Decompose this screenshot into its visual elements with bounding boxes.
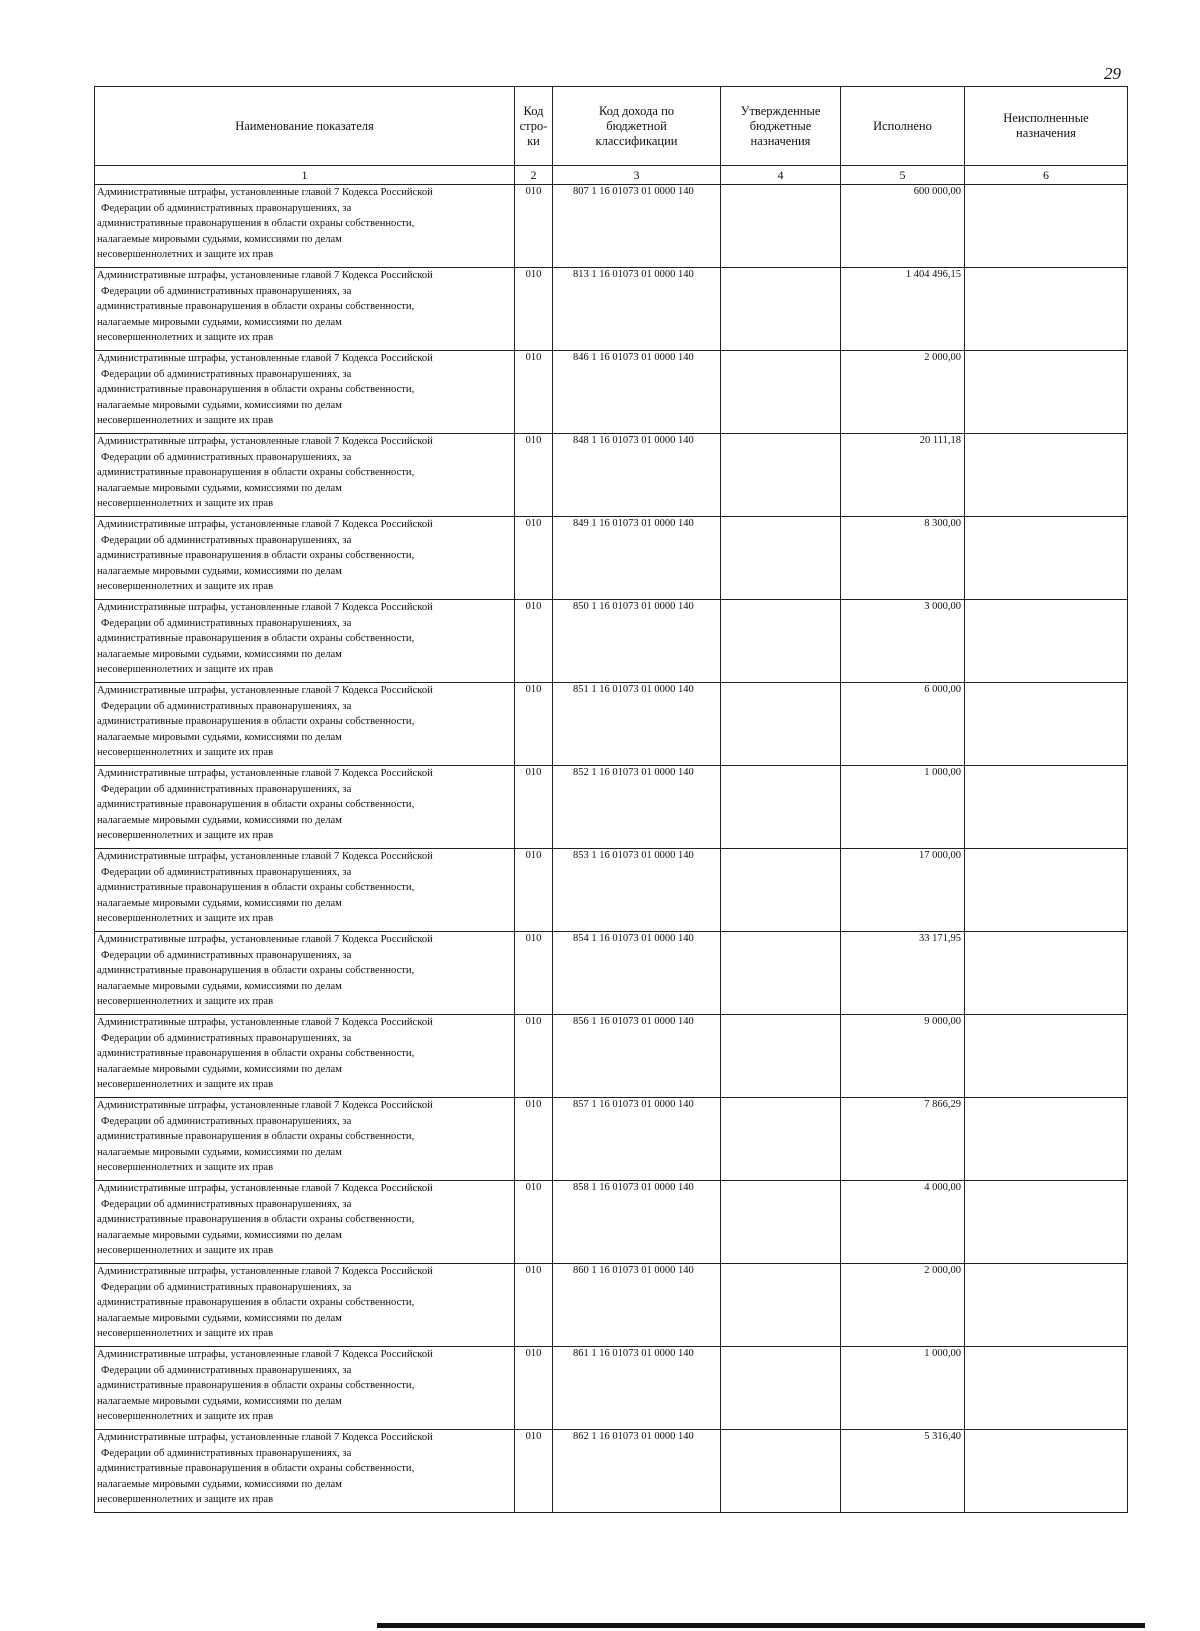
indicator-name-line: Федерации об административных правонарушениях, за — [101, 202, 352, 214]
income-code-cell: 861 1 16 01073 01 0000 140 — [553, 1347, 721, 1430]
indicator-name-line: Федерации об административных правонарушениях, за — [101, 368, 352, 380]
approved-plan-cell — [721, 600, 841, 683]
line-code-cell: 010 — [515, 1347, 553, 1430]
income-code-cell: 857 1 16 01073 01 0000 140 — [553, 1098, 721, 1181]
line-code-cell: 010 — [515, 434, 553, 517]
indicator-name-line: Административные штрафы, установленные главой 7 Кодекса Российской — [97, 519, 433, 530]
executed-amount-cell: 33 171,95 — [841, 932, 965, 1015]
header-line-code-part: ки — [527, 133, 540, 148]
indicator-name-line: налагаемые мировыми судьями, комиссиями по делам — [97, 731, 342, 743]
indicator-name-line: Федерации об административных правонарушениях, за — [101, 1364, 352, 1376]
income-code-cell: 851 1 16 01073 01 0000 140 — [553, 683, 721, 766]
income-code-cell: 846 1 16 01073 01 0000 140 — [553, 351, 721, 434]
approved-plan-cell — [721, 683, 841, 766]
table-row — [95, 766, 1128, 849]
header-unexecuted-part: назначения — [1016, 126, 1076, 140]
column-number: 6 — [965, 166, 1128, 185]
indicator-name-line: налагаемые мировыми судьями, комиссиями по делам — [97, 897, 342, 909]
indicator-name-line: налагаемые мировыми судьями, комиссиями по делам — [97, 1312, 342, 1324]
indicator-name-line: Административные штрафы, установленные главой 7 Кодекса Российской — [97, 685, 433, 696]
indicator-name-line: административные правонарушения в области охраны собственности, — [97, 301, 415, 313]
indicator-name-line: административные правонарушения в области охраны собственности, — [97, 550, 415, 562]
indicator-name-line: административные правонарушения в области охраны собственности, — [97, 1214, 415, 1226]
indicator-name-line: Административные штрафы, установленные главой 7 Кодекса Российской — [97, 270, 433, 281]
indicator-name-cell — [95, 268, 515, 351]
table-row — [95, 268, 1128, 351]
indicator-name-line: административные правонарушения в области охраны собственности, — [97, 882, 415, 894]
indicator-name-line: Административные штрафы, установленные главой 7 Кодекса Российской — [97, 187, 433, 198]
column-number: 2 — [515, 166, 553, 185]
unexecuted-amount-cell — [965, 1181, 1128, 1264]
indicator-name-line: Административные штрафы, установленные главой 7 Кодекса Российской — [97, 1017, 433, 1028]
unexecuted-amount-cell — [965, 268, 1128, 351]
indicator-name-line: Административные штрафы, установленные главой 7 Кодекса Российской — [97, 436, 433, 447]
unexecuted-amount-cell — [965, 1098, 1128, 1181]
header-line-code-part: стро- — [519, 118, 548, 133]
income-code-cell: 853 1 16 01073 01 0000 140 — [553, 849, 721, 932]
page-number: 29 — [1104, 64, 1121, 83]
indicator-name-line: Административные штрафы, установленные главой 7 Кодекса Российской — [97, 934, 433, 945]
indicator-name-line: налагаемые мировыми судьями, комиссиями по делам — [97, 1395, 342, 1407]
unexecuted-amount-cell — [965, 1347, 1128, 1430]
indicator-name-line: несовершеннолетних и защите их прав — [97, 747, 274, 759]
header-indicator-name: Наименование показателя — [95, 87, 515, 166]
indicator-name-line: административные правонарушения в области охраны собственности, — [97, 1048, 415, 1060]
income-code-cell: 856 1 16 01073 01 0000 140 — [553, 1015, 721, 1098]
indicator-name-line: Административные штрафы, установленные главой 7 Кодекса Российской — [97, 768, 433, 779]
line-code-cell: 010 — [515, 351, 553, 434]
indicator-name-line: административные правонарушения в области охраны собственности, — [97, 1131, 415, 1143]
indicator-name-line: административные правонарушения в области охраны собственности, — [97, 965, 415, 977]
line-code-cell: 010 — [515, 1015, 553, 1098]
indicator-name-line: административные правонарушения в области охраны собственности, — [97, 716, 415, 728]
indicator-name-line: несовершеннолетних и защите их прав — [97, 1328, 274, 1340]
header-income-code — [553, 87, 721, 166]
indicator-name-line: Федерации об административных правонарушениях, за — [101, 1032, 352, 1044]
approved-plan-cell — [721, 351, 841, 434]
executed-amount-cell: 9 000,00 — [841, 1015, 965, 1098]
executed-amount-cell: 4 000,00 — [841, 1181, 965, 1264]
approved-plan-cell — [721, 185, 841, 268]
indicator-name-line: налагаемые мировыми судьями, комиссиями по делам — [97, 1063, 342, 1075]
line-code-cell: 010 — [515, 849, 553, 932]
indicator-name-line: Административные штрафы, установленные главой 7 Кодекса Российской — [97, 1349, 433, 1360]
table-row — [95, 517, 1128, 600]
line-code-cell: 010 — [515, 517, 553, 600]
table-row — [95, 434, 1128, 517]
table-row — [95, 1430, 1128, 1513]
indicator-name-cell — [95, 849, 515, 932]
indicator-name-cell — [95, 1430, 515, 1513]
indicator-name-line: налагаемые мировыми судьями, комиссиями по делам — [97, 1478, 342, 1490]
indicator-name-cell — [95, 517, 515, 600]
unexecuted-amount-cell — [965, 683, 1128, 766]
indicator-name-cell — [95, 766, 515, 849]
line-code-cell: 010 — [515, 1430, 553, 1513]
executed-amount-cell: 600 000,00 — [841, 185, 965, 268]
indicator-name-line: налагаемые мировыми судьями, комиссиями по делам — [97, 1146, 342, 1158]
approved-plan-cell — [721, 849, 841, 932]
indicator-name-line: несовершеннолетних и защите их прав — [97, 996, 274, 1008]
header-approved-plan-part: Утвержденные — [740, 103, 821, 118]
unexecuted-amount-cell — [965, 1015, 1128, 1098]
indicator-name-line: налагаемые мировыми судьями, комиссиями по делам — [97, 565, 342, 577]
indicator-name-cell — [95, 1015, 515, 1098]
table-row — [95, 1098, 1128, 1181]
indicator-name-cell — [95, 1181, 515, 1264]
indicator-name-line: налагаемые мировыми судьями, комиссиями по делам — [97, 814, 342, 826]
income-code-cell: 849 1 16 01073 01 0000 140 — [553, 517, 721, 600]
indicator-name-line: административные правонарушения в области охраны собственности, — [97, 1380, 415, 1392]
line-code-cell: 010 — [515, 766, 553, 849]
income-code-cell: 858 1 16 01073 01 0000 140 — [553, 1181, 721, 1264]
approved-plan-cell — [721, 434, 841, 517]
executed-amount-cell: 2 000,00 — [841, 351, 965, 434]
indicator-name-line: налагаемые мировыми судьями, комиссиями по делам — [97, 399, 342, 411]
indicator-name-line: Федерации об административных правонарушениях, за — [101, 1447, 352, 1459]
executed-amount-cell: 3 000,00 — [841, 600, 965, 683]
indicator-name-line: налагаемые мировыми судьями, комиссиями по делам — [97, 482, 342, 494]
approved-plan-cell — [721, 932, 841, 1015]
indicator-name-line: Федерации об административных правонарушениях, за — [101, 866, 352, 878]
approved-plan-cell — [721, 766, 841, 849]
indicator-name-line: Административные штрафы, установленные главой 7 Кодекса Российской — [97, 353, 433, 364]
indicator-name-line: несовершеннолетних и защите их прав — [97, 498, 274, 510]
table-row — [95, 1015, 1128, 1098]
unexecuted-amount-cell — [965, 1264, 1128, 1347]
unexecuted-amount-cell — [965, 351, 1128, 434]
approved-plan-cell — [721, 517, 841, 600]
unexecuted-amount-cell — [965, 766, 1128, 849]
header-income-code-part: Код дохода по — [598, 103, 675, 118]
table-row — [95, 351, 1128, 434]
header-line-code — [515, 87, 553, 166]
indicator-name-line: несовершеннолетних и защите их прав — [97, 1494, 274, 1506]
income-code-cell: 854 1 16 01073 01 0000 140 — [553, 932, 721, 1015]
unexecuted-amount-cell — [965, 185, 1128, 268]
indicator-name-line: Административные штрафы, установленные главой 7 Кодекса Российской — [97, 1266, 433, 1277]
indicator-name-line: налагаемые мировыми судьями, комиссиями по делам — [97, 1229, 342, 1241]
executed-amount-cell: 8 300,00 — [841, 517, 965, 600]
income-code-cell: 862 1 16 01073 01 0000 140 — [553, 1430, 721, 1513]
column-number: 3 — [553, 166, 721, 185]
indicator-name-line: административные правонарушения в области охраны собственности, — [97, 1297, 415, 1309]
header-executed: Исполнено — [841, 87, 965, 166]
indicator-name-line: несовершеннолетних и защите их прав — [97, 415, 274, 427]
header-unexecuted-part: Неисполненные — [1003, 111, 1089, 125]
indicator-name-cell — [95, 185, 515, 268]
indicator-name-line: несовершеннолетних и защите их прав — [97, 581, 274, 593]
indicator-name-line: несовершеннолетних и защите их прав — [97, 1245, 274, 1257]
indicator-name-line: несовершеннолетних и защите их прав — [97, 1411, 274, 1423]
header-income-code-part: классификации — [595, 133, 678, 148]
unexecuted-amount-cell — [965, 517, 1128, 600]
table-row — [95, 932, 1128, 1015]
scan-edge-bar — [377, 1623, 1145, 1628]
indicator-name-line: Федерации об административных правонарушениях, за — [101, 1281, 352, 1293]
header-approved-plan — [721, 87, 841, 166]
indicator-name-line: несовершеннолетних и защите их прав — [97, 1162, 274, 1174]
header-approved-plan-part: назначения — [750, 133, 811, 148]
indicator-name-line: Федерации об административных правонарушениях, за — [101, 949, 352, 961]
executed-amount-cell: 7 866,29 — [841, 1098, 965, 1181]
executed-amount-cell: 1 404 496,15 — [841, 268, 965, 351]
indicator-name-line: Федерации об административных правонарушениях, за — [101, 534, 352, 546]
approved-plan-cell — [721, 1015, 841, 1098]
executed-amount-cell: 2 000,00 — [841, 1264, 965, 1347]
indicator-name-cell — [95, 932, 515, 1015]
revenue-report-table — [94, 86, 1128, 1513]
indicator-name-line: административные правонарушения в области охраны собственности, — [97, 633, 415, 645]
table-row — [95, 1264, 1128, 1347]
indicator-name-line: несовершеннолетних и защите их прав — [97, 332, 274, 344]
table-row — [95, 683, 1128, 766]
indicator-name-cell — [95, 1264, 515, 1347]
indicator-name-line: Федерации об административных правонарушениях, за — [101, 1115, 352, 1127]
approved-plan-cell — [721, 268, 841, 351]
header-line-code-part: Код — [523, 103, 544, 118]
indicator-name-line: административные правонарушения в области охраны собственности, — [97, 218, 415, 230]
line-code-cell: 010 — [515, 268, 553, 351]
indicator-name-line: несовершеннолетних и защите их прав — [97, 664, 274, 676]
line-code-cell: 010 — [515, 932, 553, 1015]
indicator-name-line: административные правонарушения в области охраны собственности, — [97, 467, 415, 479]
indicator-name-line: Федерации об административных правонарушениях, за — [101, 451, 352, 463]
executed-amount-cell: 6 000,00 — [841, 683, 965, 766]
executed-amount-cell: 17 000,00 — [841, 849, 965, 932]
indicator-name-cell — [95, 1347, 515, 1430]
indicator-name-line: налагаемые мировыми судьями, комиссиями по делам — [97, 648, 342, 660]
indicator-name-line: несовершеннолетних и защите их прав — [97, 1079, 274, 1091]
indicator-name-line: Федерации об административных правонарушениях, за — [101, 617, 352, 629]
indicator-name-cell — [95, 434, 515, 517]
indicator-name-line: административные правонарушения в области охраны собственности, — [97, 384, 415, 396]
indicator-name-line: налагаемые мировыми судьями, комиссиями по делам — [97, 980, 342, 992]
header-approved-plan-part: бюджетные — [749, 118, 812, 133]
indicator-name-line: Административные штрафы, установленные главой 7 Кодекса Российской — [97, 1432, 433, 1443]
column-number: 1 — [95, 166, 515, 185]
column-number: 4 — [721, 166, 841, 185]
income-code-cell: 852 1 16 01073 01 0000 140 — [553, 766, 721, 849]
indicator-name-line: Федерации об административных правонарушениях, за — [101, 700, 352, 712]
line-code-cell: 010 — [515, 683, 553, 766]
indicator-name-line: Административные штрафы, установленные главой 7 Кодекса Российской — [97, 1100, 433, 1111]
unexecuted-amount-cell — [965, 849, 1128, 932]
line-code-cell: 010 — [515, 1264, 553, 1347]
indicator-name-line: налагаемые мировыми судьями, комиссиями по делам — [97, 233, 342, 245]
approved-plan-cell — [721, 1430, 841, 1513]
indicator-name-cell — [95, 600, 515, 683]
income-code-cell: 848 1 16 01073 01 0000 140 — [553, 434, 721, 517]
indicator-name-cell — [95, 1098, 515, 1181]
indicator-name-line: Административные штрафы, установленные главой 7 Кодекса Российской — [97, 851, 433, 862]
line-code-cell: 010 — [515, 185, 553, 268]
indicator-name-line: несовершеннолетних и защите их прав — [97, 249, 274, 261]
table-body — [95, 185, 1128, 1513]
column-number-row — [95, 166, 1128, 185]
header-income-code-part: бюджетной — [606, 118, 667, 133]
income-code-cell: 807 1 16 01073 01 0000 140 — [553, 185, 721, 268]
table-row — [95, 185, 1128, 268]
indicator-name-line: Федерации об административных правонарушениях, за — [101, 1198, 352, 1210]
line-code-cell: 010 — [515, 1181, 553, 1264]
table-row — [95, 849, 1128, 932]
indicator-name-cell — [95, 683, 515, 766]
executed-amount-cell: 1 000,00 — [841, 1347, 965, 1430]
approved-plan-cell — [721, 1347, 841, 1430]
indicator-name-line: Административные штрафы, установленные главой 7 Кодекса Российской — [97, 602, 433, 613]
approved-plan-cell — [721, 1181, 841, 1264]
approved-plan-cell — [721, 1098, 841, 1181]
income-code-cell: 850 1 16 01073 01 0000 140 — [553, 600, 721, 683]
indicator-name-line: несовершеннолетних и защите их прав — [97, 830, 274, 842]
header-row — [95, 87, 1128, 166]
table-row — [95, 1347, 1128, 1430]
unexecuted-amount-cell — [965, 1430, 1128, 1513]
indicator-name-line: налагаемые мировыми судьями, комиссиями по делам — [97, 316, 342, 328]
executed-amount-cell: 20 111,18 — [841, 434, 965, 517]
indicator-name-line: административные правонарушения в области охраны собственности, — [97, 799, 415, 811]
unexecuted-amount-cell — [965, 932, 1128, 1015]
indicator-name-line: Административные штрафы, установленные главой 7 Кодекса Российской — [97, 1183, 433, 1194]
income-code-cell: 860 1 16 01073 01 0000 140 — [553, 1264, 721, 1347]
indicator-name-line: Федерации об административных правонарушениях, за — [101, 285, 352, 297]
line-code-cell: 010 — [515, 600, 553, 683]
unexecuted-amount-cell — [965, 600, 1128, 683]
income-code-cell: 813 1 16 01073 01 0000 140 — [553, 268, 721, 351]
indicator-name-line: Федерации об административных правонарушениях, за — [101, 783, 352, 795]
executed-amount-cell: 5 316,40 — [841, 1430, 965, 1513]
column-number: 5 — [841, 166, 965, 185]
unexecuted-amount-cell — [965, 434, 1128, 517]
approved-plan-cell — [721, 1264, 841, 1347]
line-code-cell: 010 — [515, 1098, 553, 1181]
indicator-name-cell — [95, 351, 515, 434]
header-unexecuted — [965, 87, 1128, 166]
indicator-name-line: административные правонарушения в области охраны собственности, — [97, 1463, 415, 1475]
indicator-name-line: несовершеннолетних и защите их прав — [97, 913, 274, 925]
table-row — [95, 600, 1128, 683]
executed-amount-cell: 1 000,00 — [841, 766, 965, 849]
table-row — [95, 1181, 1128, 1264]
